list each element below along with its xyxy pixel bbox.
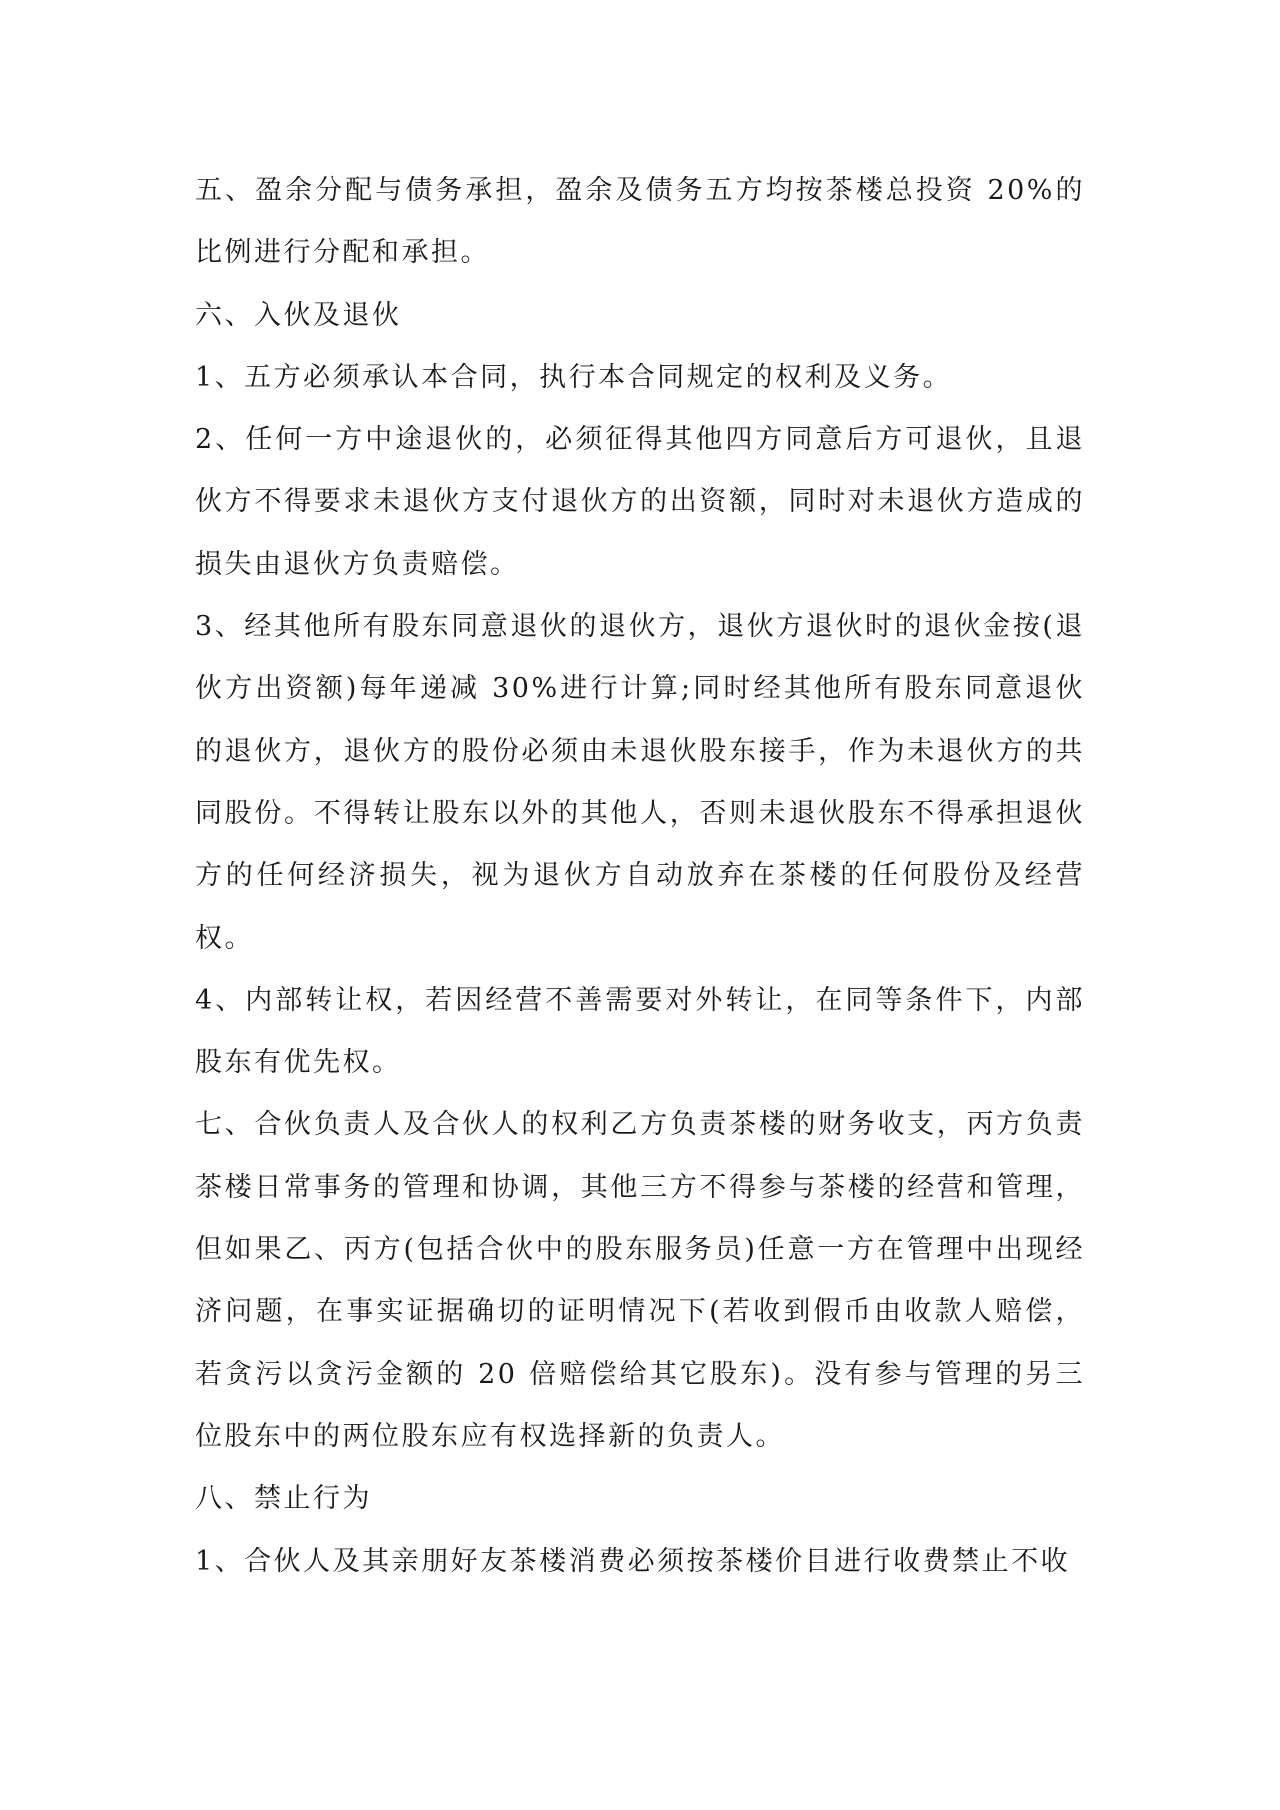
heading-joining-and-withdrawal: 六、入伙及退伙: [195, 299, 402, 331]
paragraph-prohibited-clause-1: 1、合伙人及其亲朋好友茶楼消费必须按茶楼价目进行收费禁止不收: [195, 1545, 1071, 1577]
paragraph-profit-distribution: 五、盈余分配与债务承担，盈余及债务五方均按茶楼总投资 20%的比例进行分配和承担。: [195, 175, 1085, 269]
paragraph-clause-1: 1、五方必须承认本合同，执行本合同规定的权利及义务。: [195, 361, 953, 393]
paragraph-partner-rights: 七、合伙负责人及合伙人的权利乙方负责茶楼的财务收支，丙方负责茶楼日常事务的管理和协调，其他三方不得参与茶楼的经营和管理，但如果乙、丙方(包括合伙中的股东服务员)任意一方在管理中出现经济问题，在事实证据确切的证明情况下(若收到假币由收款人赔偿，若贪污以贪污金额的 20 倍赔偿给其它股东)。没有参与管理的另三位股东中的两位股东应有权选择新的负责人。: [195, 1109, 1085, 1452]
paragraph-clause-3: 3、经其他所有股东同意退伙的退伙方，退伙方退伙时的退伙金按(退伙方出资额)每年递减 30%进行计算;同时经其他所有股东同意退伙的退伙方，退伙方的股份必须由未退伙股东接手，作为未退伙方的共同股份。不得转让股东以外的其他人，否则未退伙股东不得承担退伙方的任何经济损失，视为退伙方自动放弃在茶楼的任何股份及经营权。: [195, 611, 1085, 954]
paragraph-clause-4: 4、内部转让权，若因经营不善需要对外转让，在同等条件下，内部股东有优先权。: [195, 984, 1085, 1079]
document-body: [195, 160, 1085, 1593]
paragraph-clause-2: 2、任何一方中途退伙的，必须征得其他四方同意后方可退伙，且退伙方不得要求未退伙方支付退伙方的出资额，同时对未退伙方造成的损失由退伙方负责赔偿。: [195, 424, 1085, 580]
heading-prohibited-acts: 八、禁止行为: [195, 1483, 372, 1515]
